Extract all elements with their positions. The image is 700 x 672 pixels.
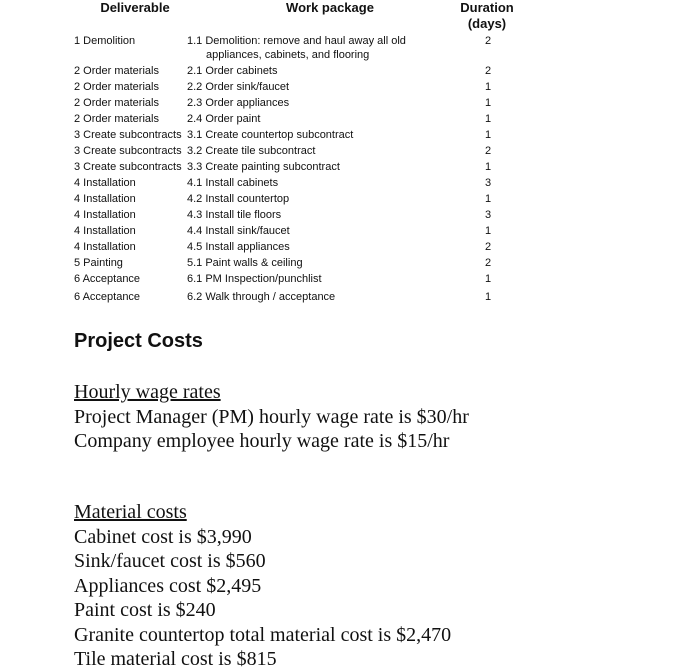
deliverable-cell: 2 Order materials	[74, 81, 159, 93]
header-duration-label: Duration	[460, 0, 514, 15]
deliverable-cell: 2 Order materials	[74, 97, 159, 109]
duration-cell: 1	[484, 225, 492, 237]
deliverable-cell: 4 Installation	[74, 225, 136, 237]
deliverable-cell: 4 Installation	[74, 241, 136, 253]
deliverable-cell: 5 Painting	[74, 257, 123, 269]
work-package-cell: 3.1 Create countertop subcontract	[187, 129, 354, 141]
work-package-cell: 3.3 Create painting subcontract	[187, 161, 340, 173]
hourly-wage-rates-section	[74, 380, 469, 454]
hourly-wage-rates-heading: Hourly wage rates	[74, 381, 221, 403]
duration-cell: 2	[484, 145, 492, 157]
work-package-cell: 2.2 Order sink/faucet	[187, 81, 290, 93]
deliverable-cell: 3 Create subcontracts	[74, 145, 182, 157]
deliverable-cell: 1 Demolition	[74, 35, 136, 47]
deliverable-cell: 3 Create subcontracts	[74, 129, 182, 141]
work-package-cell: 2.1 Order cabinets	[187, 65, 278, 77]
material-costs-section	[74, 500, 451, 672]
pm-wage-rate: Project Manager (PM) hourly wage rate is $30/hr	[74, 405, 469, 428]
deliverable-cell: 4 Installation	[74, 209, 136, 221]
work-package-cell: 2.4 Order paint	[187, 113, 261, 125]
work-package-continuation: appliances, cabinets, and flooring	[206, 49, 370, 61]
duration-cell: 1	[484, 161, 492, 173]
work-package-cell: 4.4 Install sink/faucet	[187, 225, 290, 237]
header-duration-unit: (days)	[467, 16, 507, 31]
duration-cell: 2	[484, 35, 492, 47]
header-work-package: Work package	[286, 0, 374, 15]
deliverable-cell: 6 Acceptance	[74, 273, 141, 285]
deliverable-cell: 4 Installation	[74, 193, 136, 205]
material-costs-heading: Material costs	[74, 501, 187, 523]
deliverable-cell: 6 Acceptance	[74, 291, 141, 303]
duration-cell: 2	[484, 65, 492, 77]
paint-cost: Paint cost is $240	[74, 599, 216, 621]
deliverable-cell: 3 Create subcontracts	[74, 161, 182, 173]
duration-cell: 1	[484, 97, 492, 109]
appliances-cost: Appliances cost $2,495	[74, 574, 262, 597]
duration-cell: 1	[484, 291, 492, 303]
wbs-table	[0, 0, 700, 310]
employee-wage-rate: Company employee hourly wage rate is $15/hr	[74, 430, 450, 452]
deliverable-cell: 4 Installation	[74, 177, 136, 189]
work-package-cell: 3.2 Create tile subcontract	[187, 145, 316, 157]
duration-cell: 2	[484, 241, 492, 253]
work-package-cell: 6.2 Walk through / acceptance	[187, 291, 336, 303]
duration-cell: 2	[484, 257, 492, 269]
section-title: Project Costs	[74, 330, 203, 352]
work-package-text: 1.1 Demolition: remove and haul away all old	[187, 35, 406, 47]
duration-cell: 1	[484, 273, 492, 285]
work-package-cell: 4.1 Install cabinets	[187, 177, 279, 189]
countertop-cost: Granite countertop total material cost is $2,470	[74, 623, 452, 646]
work-package-cell: 5.1 Paint walls & ceiling	[187, 257, 303, 269]
duration-cell: 1	[484, 81, 492, 93]
duration-cell: 3	[484, 177, 492, 189]
work-package-cell: 4.5 Install appliances	[187, 241, 290, 253]
header-duration	[447, 0, 527, 32]
duration-cell: 1	[484, 129, 492, 141]
cabinet-cost: Cabinet cost is $3,990	[74, 525, 252, 548]
tile-cost: Tile material cost is $815	[74, 648, 277, 670]
work-package-cell: 4.2 Install countertop	[187, 193, 290, 205]
deliverable-cell: 2 Order materials	[74, 113, 159, 125]
work-package-cell: 4.3 Install tile floors	[187, 209, 282, 221]
header-deliverable: Deliverable	[100, 0, 170, 15]
duration-cell: 1	[484, 113, 492, 125]
duration-cell: 1	[484, 193, 492, 205]
duration-cell: 3	[484, 209, 492, 221]
work-package-cell: 6.1 PM Inspection/punchlist	[187, 273, 322, 285]
deliverable-cell: 2 Order materials	[74, 65, 159, 77]
work-package-cell	[187, 34, 427, 62]
sink-faucet-cost: Sink/faucet cost is $560	[74, 550, 266, 572]
work-package-cell: 2.3 Order appliances	[187, 97, 290, 109]
